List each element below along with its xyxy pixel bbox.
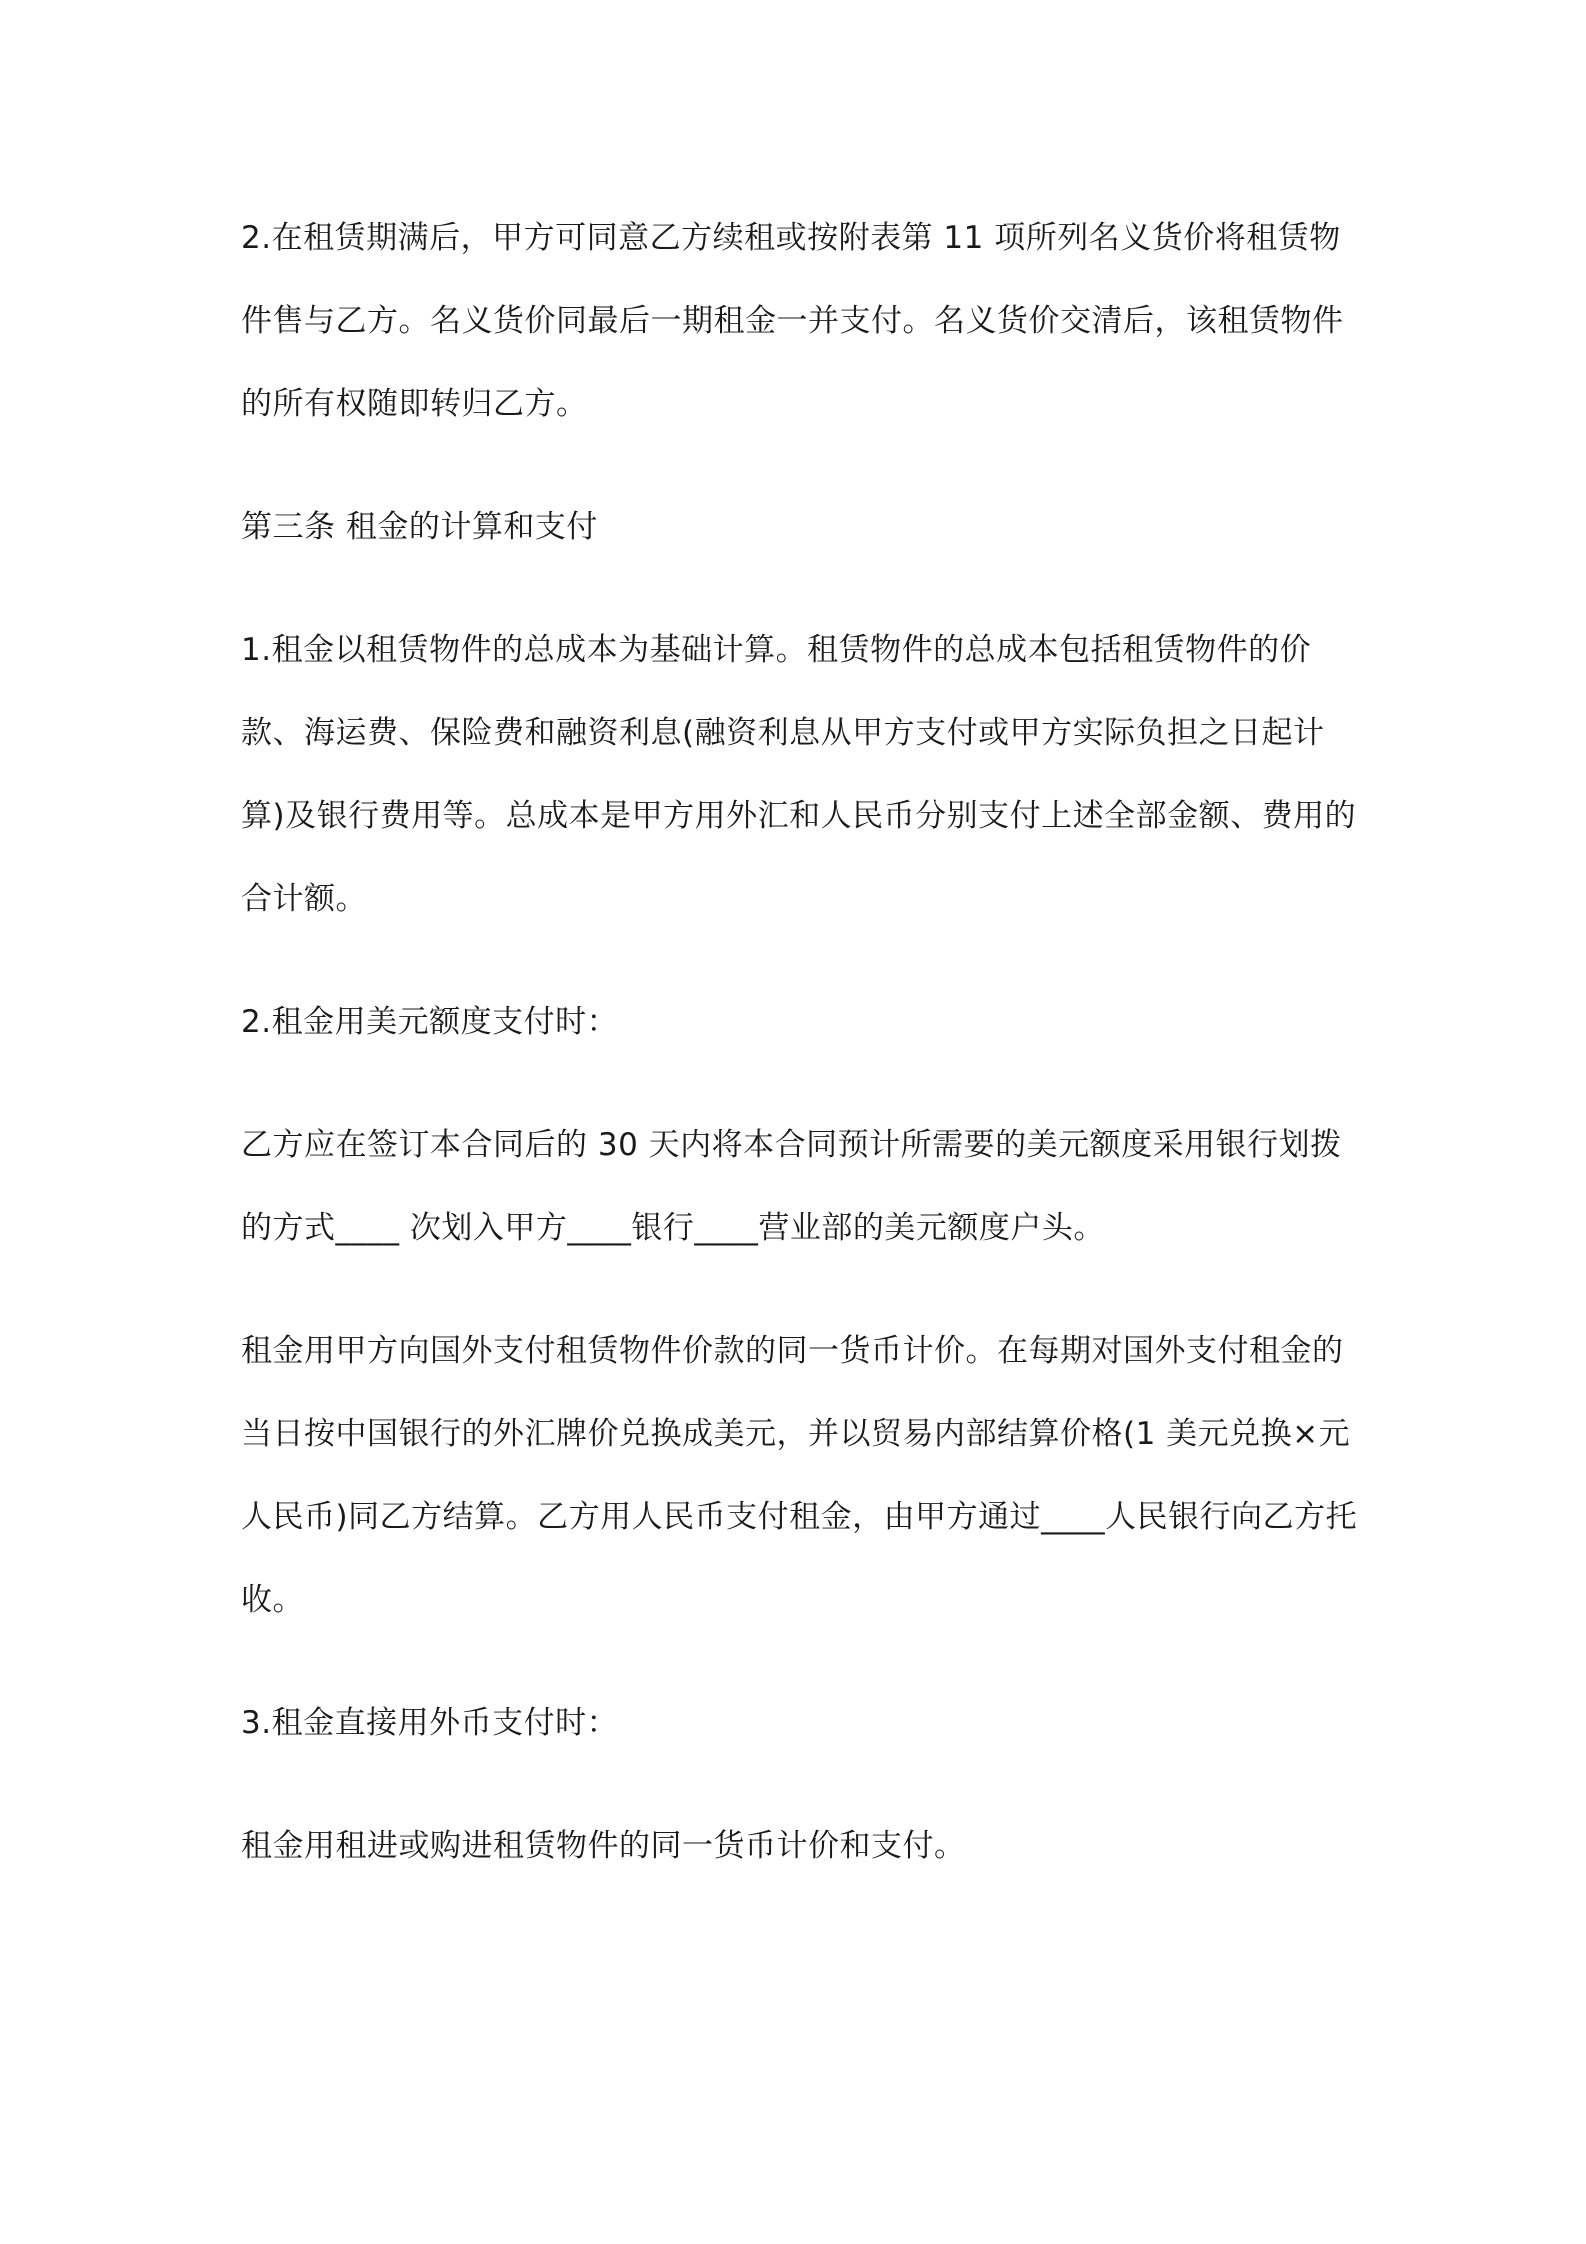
- spacer: [241, 1765, 1365, 1805]
- spacer: [241, 1270, 1365, 1310]
- paragraph-lease-expiry-purchase: 2.在租赁期满后，甲方可同意乙方续租或按附表第 11 项所列名义货价将租赁物件售与乙方。名义货价同最后一期租金一并支付。名义货价交清后，该租赁物件的所有权随即转归乙方。: [241, 220, 1344, 422]
- spacer: [241, 1642, 1365, 1682]
- paragraph-usd-quota-transfer: 乙方应在签订本合同后的 30 天内将本合同预计所需要的美元额度采用银行划拨的方式____ 次划入甲方____银行____营业部的美元额度户头。: [241, 1127, 1342, 1246]
- spacer: [241, 446, 1365, 486]
- paragraph-rent-calculation: 1.租金以租赁物件的总成本为基础计算。租赁物件的总成本包括租赁物件的价款、海运费、保险费和融资利息(融资利息从甲方支付或甲方实际负担之日起计算)及银行费用等。总成本是甲方用外汇和人民币分别支付上述全部金额、费用的合计额。: [241, 632, 1357, 917]
- paragraph-usd-quota-heading: 2.租金用美元额度支付时：: [241, 1004, 619, 1040]
- spacer: [241, 941, 1365, 981]
- paragraph-foreign-currency-heading: 3.租金直接用外币支付时：: [241, 1705, 619, 1741]
- paragraph-currency-pricing: 租金用甲方向国外支付租赁物件价款的同一货币计价。在每期对国外支付租金的当日按中国银行的外汇牌价兑换成美元，并以贸易内部结算价格(1 美元兑换×元人民币)同乙方结算。乙方用人民币支付租金，由甲方通过____人民银行向乙方托收。: [241, 1333, 1358, 1618]
- paragraph-foreign-currency-payment: 租金用租进或购进租赁物件的同一货币计价和支付。: [241, 1828, 966, 1864]
- spacer: [241, 1064, 1365, 1104]
- spacer: [241, 569, 1365, 609]
- article-heading: 第三条 租金的计算和支付: [241, 509, 598, 545]
- document-body: [241, 197, 1365, 1888]
